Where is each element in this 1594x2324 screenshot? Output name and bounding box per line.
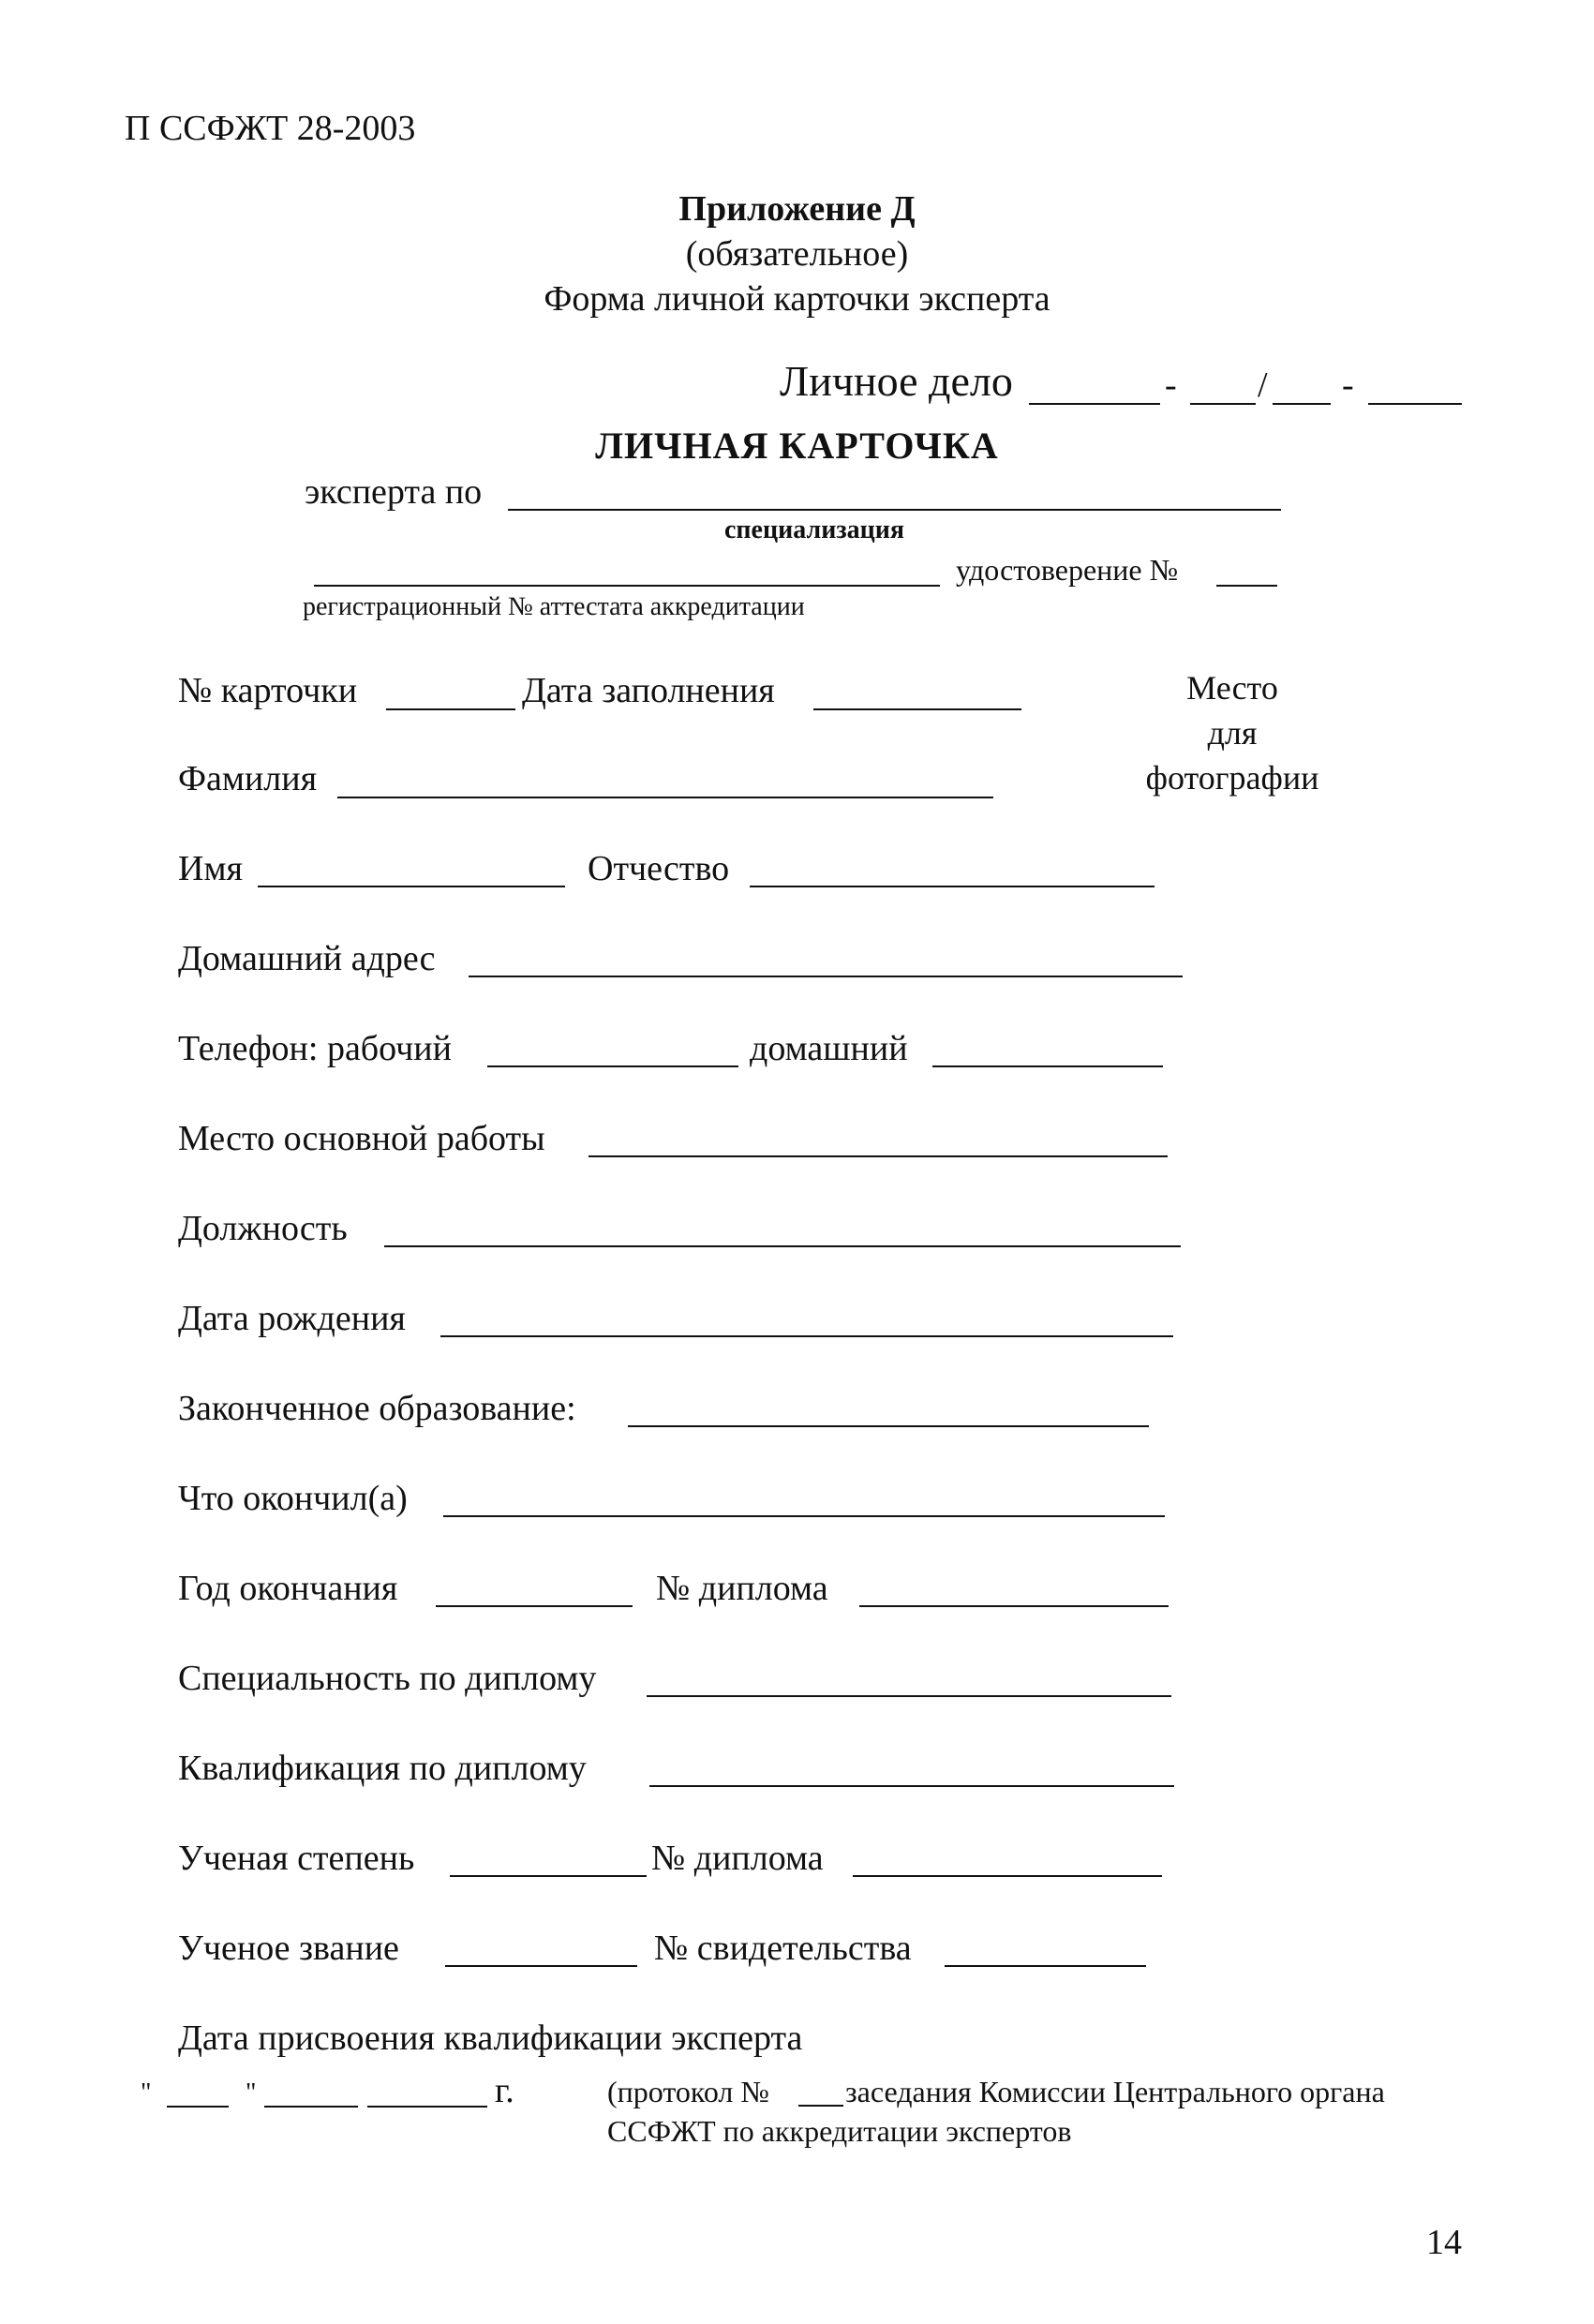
qualification-date-label: Дата присвоения квалификации эксперта — [178, 2019, 803, 2058]
phone-work-label: Телефон: рабочий — [178, 1029, 452, 1068]
phone-home-field[interactable] — [932, 1065, 1163, 1067]
position-label: Должность — [178, 1209, 348, 1248]
graduated-field[interactable] — [443, 1515, 1165, 1517]
case-separator-3: - — [1342, 365, 1354, 405]
academic-title-label: Ученое звание — [178, 1929, 399, 1968]
case-number-field-3[interactable] — [1273, 403, 1331, 405]
case-label: Личное дело — [780, 357, 1013, 405]
patronymic-label: Отчество — [588, 849, 730, 888]
graduation-year-field[interactable] — [436, 1605, 633, 1607]
graduation-year-label: Год окончания — [178, 1569, 398, 1608]
card-number-label: № карточки — [178, 671, 358, 710]
registration-caption: регистрационный № аттестата аккредитации — [303, 592, 805, 621]
degree-label: Ученая степень — [178, 1839, 415, 1878]
graduated-label: Что окончил(а) — [178, 1479, 408, 1518]
card-title: ЛИЧНАЯ КАРТОЧКА — [595, 425, 999, 467]
photo-text-line3: фотографии — [1145, 759, 1319, 797]
case-separator-2: / — [1258, 365, 1268, 405]
quote-open: " — [141, 2078, 152, 2108]
birth-date-label: Дата рождения — [178, 1299, 406, 1338]
surname-label: Фамилия — [178, 759, 318, 798]
quote-close: " — [246, 2078, 257, 2108]
fill-date-label: Дата заполнения — [522, 671, 775, 710]
year-suffix: г. — [495, 2071, 514, 2110]
page-number: 14 — [1426, 2223, 1462, 2262]
registration-number-field[interactable] — [314, 585, 940, 587]
certificate-number-field[interactable] — [1216, 585, 1277, 587]
diploma-number-label: № диплома — [656, 1569, 828, 1608]
protocol-text-line2: ССФЖТ по аккредитации экспертов — [607, 2114, 1072, 2148]
surname-field[interactable] — [337, 797, 993, 798]
fill-date-field[interactable] — [813, 708, 1021, 710]
document-code: П ССФЖТ 28-2003 — [125, 109, 416, 148]
birth-date-field[interactable] — [440, 1335, 1173, 1337]
appendix-status: (обязательное) — [685, 234, 909, 274]
specialization-caption: специализация — [724, 515, 905, 544]
case-separator-1: - — [1165, 365, 1177, 405]
qualification-month-field[interactable] — [264, 2106, 358, 2108]
workplace-label: Место основной работы — [178, 1119, 545, 1158]
degree-field[interactable] — [450, 1875, 647, 1877]
patronymic-field[interactable] — [750, 886, 1155, 887]
home-address-field[interactable] — [469, 976, 1183, 977]
phone-home-label: домашний — [750, 1029, 908, 1068]
diploma-specialty-field[interactable] — [647, 1695, 1171, 1697]
workplace-field[interactable] — [588, 1155, 1168, 1157]
diploma-qualification-field[interactable] — [649, 1785, 1174, 1787]
photo-text-line2: для — [1207, 714, 1258, 752]
appendix-title: Форма личной карточки эксперта — [544, 279, 1050, 319]
qualification-day-field[interactable] — [167, 2106, 229, 2108]
case-number-field-2[interactable] — [1190, 403, 1256, 405]
specialization-field[interactable] — [508, 509, 1281, 511]
qualification-year-field[interactable] — [367, 2106, 487, 2108]
photo-text-line1: Место — [1186, 669, 1278, 707]
name-field[interactable] — [258, 886, 565, 887]
card-number-field[interactable] — [386, 708, 515, 710]
academic-title-field[interactable] — [445, 1965, 637, 1967]
protocol-number-field[interactable] — [798, 2105, 843, 2107]
education-label: Законченное образование: — [178, 1389, 576, 1428]
phone-work-field[interactable] — [487, 1065, 738, 1067]
appendix-heading: Приложение Д — [678, 189, 916, 229]
expert-by-label: эксперта по — [305, 472, 483, 512]
protocol-text: заседания Комиссии Центрального органа — [845, 2075, 1385, 2108]
degree-diploma-number-field[interactable] — [853, 1875, 1162, 1877]
diploma-specialty-label: Специальность по диплому — [178, 1659, 597, 1698]
photo-placeholder — [1139, 665, 1326, 800]
certificate-number-label: № свидетельства — [654, 1929, 912, 1968]
protocol-label: (протокол № — [607, 2075, 769, 2108]
position-field[interactable] — [384, 1245, 1181, 1247]
diploma-number-field[interactable] — [859, 1605, 1169, 1607]
name-label: Имя — [178, 849, 243, 888]
degree-diploma-number-label: № диплома — [651, 1839, 824, 1878]
diploma-qualification-label: Квалификация по диплому — [178, 1749, 587, 1788]
certificate-label: удостоверение № — [956, 553, 1179, 587]
case-number-field-1[interactable] — [1029, 403, 1160, 405]
home-address-label: Домашний адрес — [178, 939, 436, 978]
education-field[interactable] — [628, 1425, 1149, 1427]
certificate-number-field-2[interactable] — [945, 1965, 1146, 1967]
case-number-field-4[interactable] — [1368, 403, 1462, 405]
